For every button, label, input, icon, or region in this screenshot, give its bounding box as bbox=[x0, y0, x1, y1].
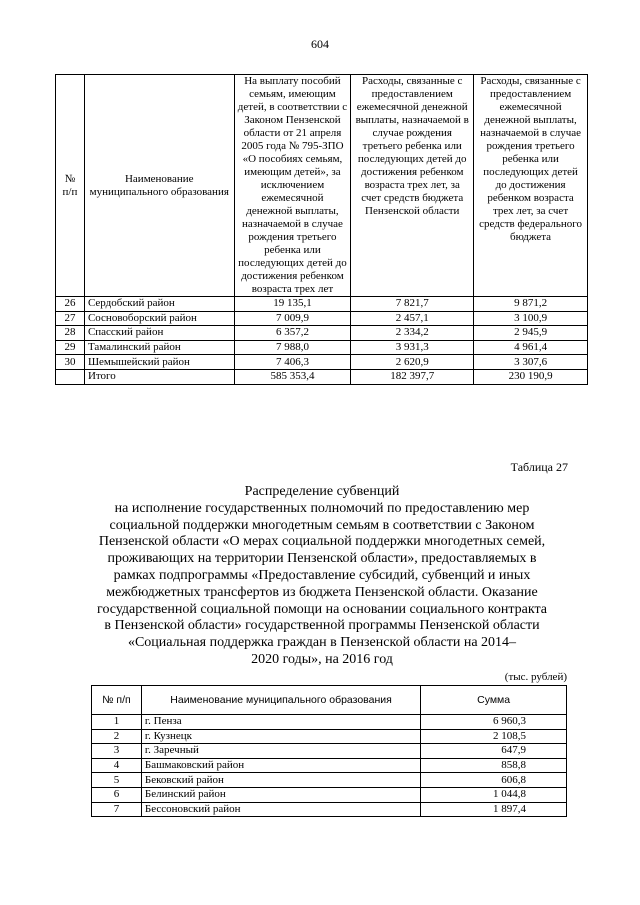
row-name: г. Пенза bbox=[141, 715, 420, 730]
row-value-2: 2 334,2 bbox=[351, 326, 474, 341]
table-row bbox=[56, 340, 588, 355]
total-label: Итого bbox=[84, 369, 234, 384]
row-value-1: 6 357,2 bbox=[234, 326, 351, 341]
row-sum: 2 108,5 bbox=[421, 729, 567, 744]
row-num: 7 bbox=[92, 802, 142, 817]
row-name: Тамалинский район bbox=[84, 340, 234, 355]
table-row bbox=[56, 326, 588, 341]
table-row bbox=[56, 355, 588, 370]
table-header-row bbox=[56, 75, 588, 297]
row-num: 2 bbox=[92, 729, 142, 744]
row-num: 1 bbox=[92, 715, 142, 730]
row-value-3: 9 871,2 bbox=[474, 297, 588, 312]
row-name: Башмаковский район bbox=[141, 758, 420, 773]
total-row bbox=[56, 369, 588, 384]
row-value-3: 3 307,6 bbox=[474, 355, 588, 370]
row-sum: 858,8 bbox=[421, 758, 567, 773]
heading-line: Распределение субвенций bbox=[244, 484, 400, 499]
table-row bbox=[92, 729, 567, 744]
units-note: (тыс. рублей) bbox=[504, 671, 567, 683]
table-row bbox=[92, 744, 567, 759]
row-name: Спасский район bbox=[84, 326, 234, 341]
heading-line: государственной социальной помощи на основании социального контракта bbox=[97, 601, 547, 617]
total-value-3: 230 190,9 bbox=[474, 369, 588, 384]
row-sum: 1 897,4 bbox=[421, 802, 567, 817]
table-header-row bbox=[92, 686, 567, 715]
row-value-1: 7 988,0 bbox=[234, 340, 351, 355]
table-row bbox=[92, 787, 567, 802]
row-sum: 6 960,3 bbox=[421, 715, 567, 730]
heading-line: на исполнение государственных полномочий по предоставлению мер bbox=[114, 500, 530, 516]
row-name: Шемышейский район bbox=[84, 355, 234, 370]
row-value-3: 3 100,9 bbox=[474, 311, 588, 326]
heading-line: рамках подпрограммы «Предоставление субсидий, субвенций и иных bbox=[113, 567, 531, 583]
row-value-1: 19 135,1 bbox=[234, 297, 351, 312]
table-row bbox=[92, 802, 567, 817]
row-num: 5 bbox=[92, 773, 142, 788]
row-num: 29 bbox=[56, 340, 85, 355]
table-row bbox=[56, 311, 588, 326]
row-name: г. Заречный bbox=[141, 744, 420, 759]
header-federal-budget-expenses: Расходы, связанные с предоставлением ежемесячной денежной выплаты, назначаемой в случае рождения третьего ребенка или последующих детей до достижения ребенком возраста трех лет, за счет средств федерального бюджета bbox=[474, 75, 588, 297]
row-value-2: 7 821,7 bbox=[351, 297, 474, 312]
row-sum: 606,8 bbox=[421, 773, 567, 788]
row-sum: 1 044,8 bbox=[421, 787, 567, 802]
heading-line: межбюджетных трансфертов из бюджета Пензенской области. Оказание bbox=[106, 584, 538, 600]
header-num: № п/п bbox=[92, 686, 142, 715]
subsidies-table-27 bbox=[91, 685, 567, 817]
row-sum: 647,9 bbox=[421, 744, 567, 759]
header-benefit-payments: На выплату пособий семьям, имеющим детей, в соответствии с Законом Пензенской области от 21 апреля 2005 года № 795-ЗПО «О пособиях семьям, имеющим детей», за исключением ежемесячной денежной выплаты, назначаемой в случае рождения третьего ребенка или последующих детей до достижения ребенком возраста трех лет bbox=[234, 75, 351, 297]
heading-line: социальной поддержки многодетным семьям в соответствии с Законом bbox=[109, 517, 535, 533]
total-value-2: 182 397,7 bbox=[351, 369, 474, 384]
row-name: Бессоновский район bbox=[141, 802, 420, 817]
row-name: Бековский район bbox=[141, 773, 420, 788]
row-name: Белинский район bbox=[141, 787, 420, 802]
row-value-2: 2 457,1 bbox=[351, 311, 474, 326]
heading-line: Пензенской области «О мерах социальной поддержки многодетных семей, bbox=[98, 534, 546, 550]
header-num: № п/п bbox=[56, 75, 85, 297]
header-sum: Сумма bbox=[421, 686, 567, 715]
header-municipality: Наименование муниципального образования bbox=[141, 686, 420, 715]
row-num bbox=[56, 369, 85, 384]
heading-line: «Социальная поддержка граждан в Пензенской области на 2014– bbox=[127, 635, 517, 651]
header-regional-budget-expenses: Расходы, связанные с предоставлением ежемесячной денежной выплаты, назначаемой в случае рождения третьего ребенка или последующих детей до достижения ребенком возраста трех лет, за счет средств бюджета Пензенской области bbox=[351, 75, 474, 297]
table-row bbox=[92, 715, 567, 730]
row-name: Сердобский район bbox=[84, 297, 234, 312]
row-num: 30 bbox=[56, 355, 85, 370]
row-num: 26 bbox=[56, 297, 85, 312]
page-number: 604 bbox=[311, 37, 329, 51]
row-value-3: 2 945,9 bbox=[474, 326, 588, 341]
row-value-1: 7 406,3 bbox=[234, 355, 351, 370]
table-row bbox=[56, 297, 588, 312]
row-num: 28 bbox=[56, 326, 85, 341]
row-value-2: 2 620,9 bbox=[351, 355, 474, 370]
row-value-3: 4 961,4 bbox=[474, 340, 588, 355]
heading-line: в Пензенской области» государственной программы Пензенской области bbox=[104, 618, 540, 634]
row-value-2: 3 931,3 bbox=[351, 340, 474, 355]
row-num: 3 bbox=[92, 744, 142, 759]
section-heading bbox=[90, 484, 554, 669]
table-row bbox=[92, 758, 567, 773]
subsidies-table-continued bbox=[55, 74, 588, 385]
table-row bbox=[92, 773, 567, 788]
row-num: 6 bbox=[92, 787, 142, 802]
heading-line: 2020 годы», на 2016 год bbox=[251, 651, 393, 667]
row-name: г. Кузнецк bbox=[141, 729, 420, 744]
heading-line: проживающих на территории Пензенской области», предоставляемых в bbox=[107, 551, 537, 567]
table-caption: Таблица 27 bbox=[510, 460, 568, 474]
row-value-1: 7 009,9 bbox=[234, 311, 351, 326]
row-num: 27 bbox=[56, 311, 85, 326]
header-municipality: Наименование муниципального образования bbox=[84, 75, 234, 297]
row-name: Сосновоборский район bbox=[84, 311, 234, 326]
row-num: 4 bbox=[92, 758, 142, 773]
total-value-1: 585 353,4 bbox=[234, 369, 351, 384]
